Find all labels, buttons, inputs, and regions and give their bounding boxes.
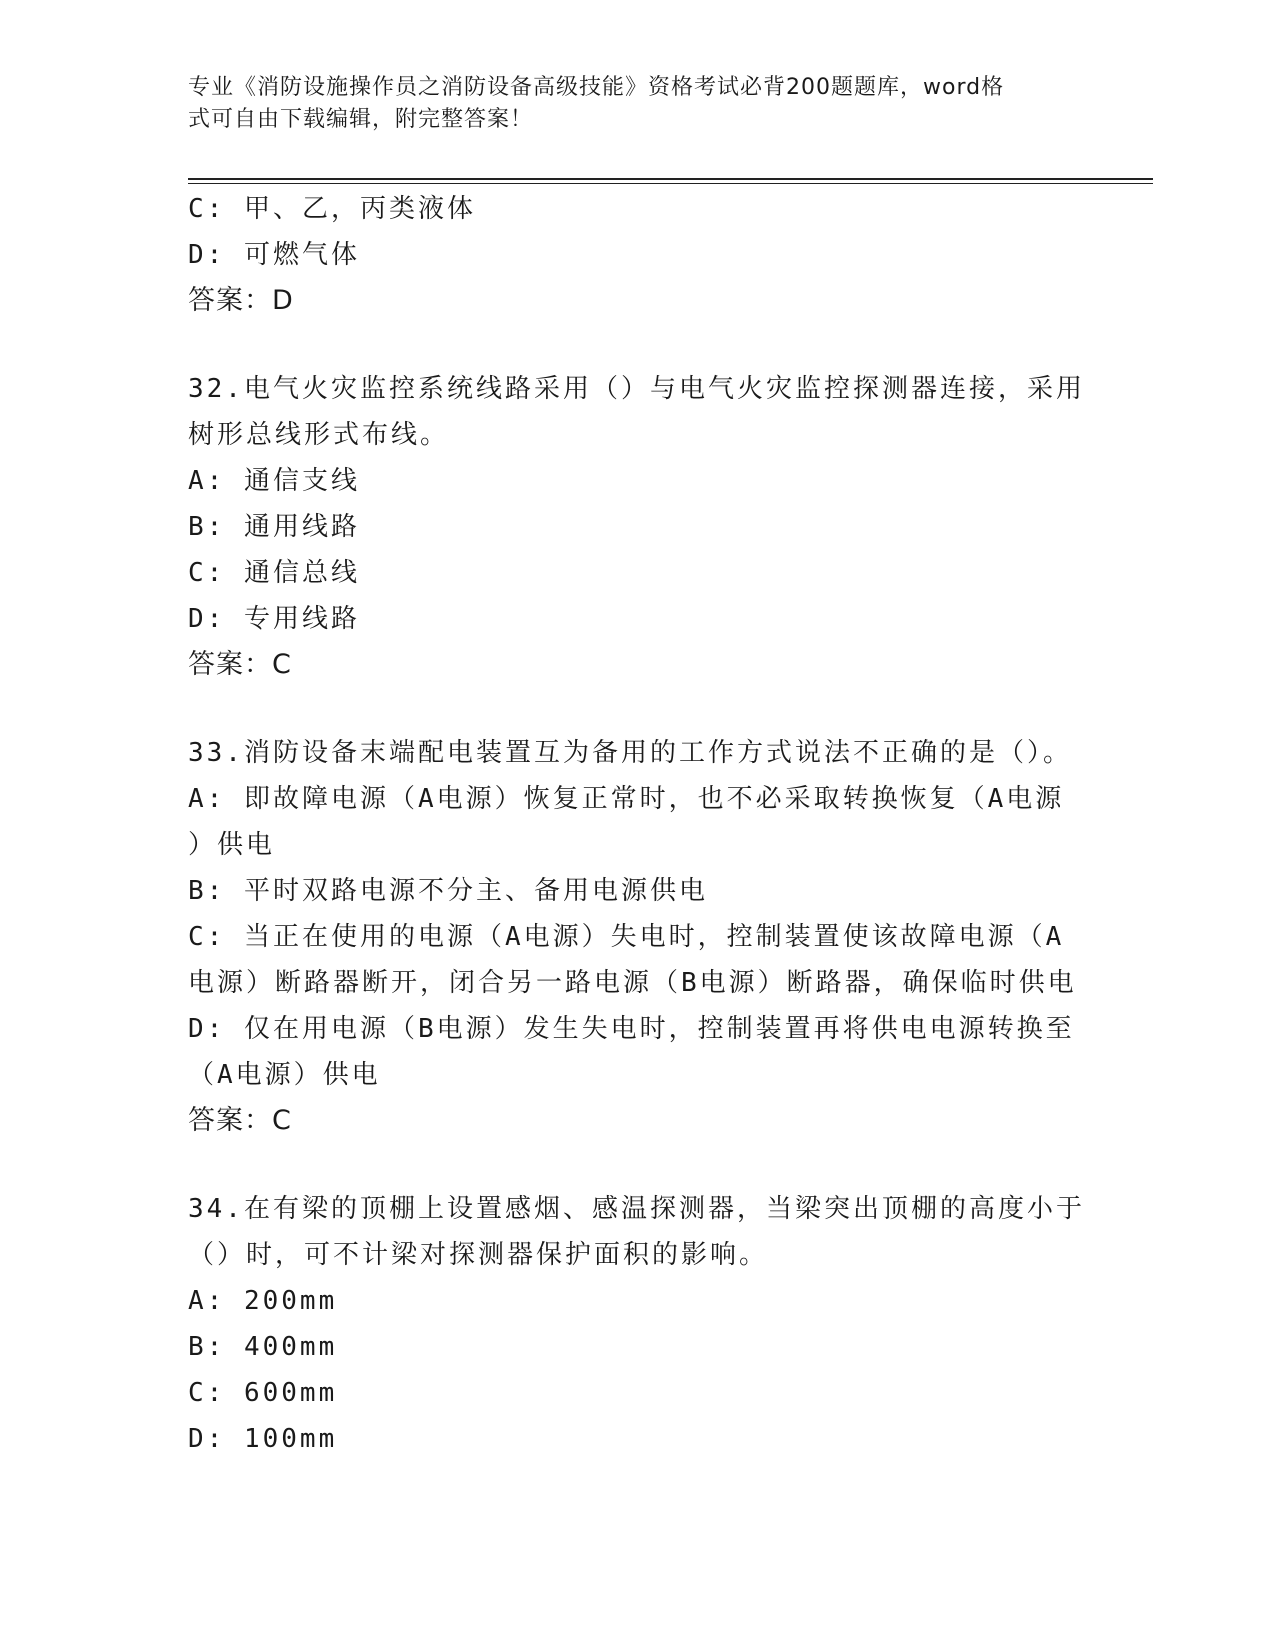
question-stem: 32.电气火灾监控系统线路采用（）与电气火灾监控探测器连接，采用 [188, 374, 1085, 404]
option-a: A: 200mm [188, 1286, 338, 1316]
question-34 [188, 1186, 1088, 1462]
option-b: B: 通用线路 [188, 512, 360, 542]
question-stem: （）时，可不计梁对探测器保护面积的影响。 [188, 1240, 769, 1270]
header-line-1: 专业《消防设施操作员之消防设备高级技能》资格考试必背200题题库，word格 [188, 75, 1005, 100]
option-a: A: 即故障电源（A电源）恢复正常时，也不必采取转换恢复（A电源 [188, 784, 1065, 814]
document-body [188, 186, 1088, 1462]
option-a: A: 通信支线 [188, 466, 360, 496]
answer: 答案：D [188, 285, 294, 316]
question-stem: 树形总线形式布线。 [188, 420, 450, 450]
answer: 答案：C [188, 649, 292, 680]
document-header [188, 72, 1068, 136]
header-line-2: 式可自由下载编辑，附完整答案！ [188, 107, 534, 132]
question-31-continued [188, 186, 1088, 324]
option-d: D: 仅在用电源（B电源）发生失电时，控制装置再将供电电源转换至 [188, 1014, 1075, 1044]
question-32 [188, 366, 1088, 688]
answer: 答案：C [188, 1105, 292, 1136]
option-d: D: 可燃气体 [188, 240, 360, 270]
option-a-continued: ）供电 [188, 830, 276, 860]
option-c: C: 通信总线 [188, 558, 360, 588]
option-c: C: 当正在使用的电源（A电源）失电时，控制装置使该故障电源（A [188, 922, 1065, 952]
question-stem: 33.消防设备末端配电装置互为备用的工作方式说法不正确的是（）。 [188, 738, 1072, 768]
option-b: B: 400mm [188, 1332, 338, 1362]
option-d: D: 专用线路 [188, 604, 360, 634]
option-d-continued: （A电源）供电 [188, 1060, 381, 1090]
header-divider-thin [188, 183, 1153, 184]
option-c: C: 600mm [188, 1378, 338, 1408]
question-stem: 34.在有梁的顶棚上设置感烟、感温探测器，当梁突出顶棚的高度小于 [188, 1194, 1085, 1224]
header-divider-thick [188, 178, 1153, 180]
question-33 [188, 730, 1088, 1144]
option-b: B: 平时双路电源不分主、备用电源供电 [188, 876, 708, 906]
option-d: D: 100mm [188, 1424, 338, 1454]
option-c-continued: 电源）断路器断开，闭合另一路电源（B电源）断路器，确保临时供电 [188, 968, 1077, 998]
option-c: C: 甲、乙，丙类液体 [188, 194, 476, 224]
